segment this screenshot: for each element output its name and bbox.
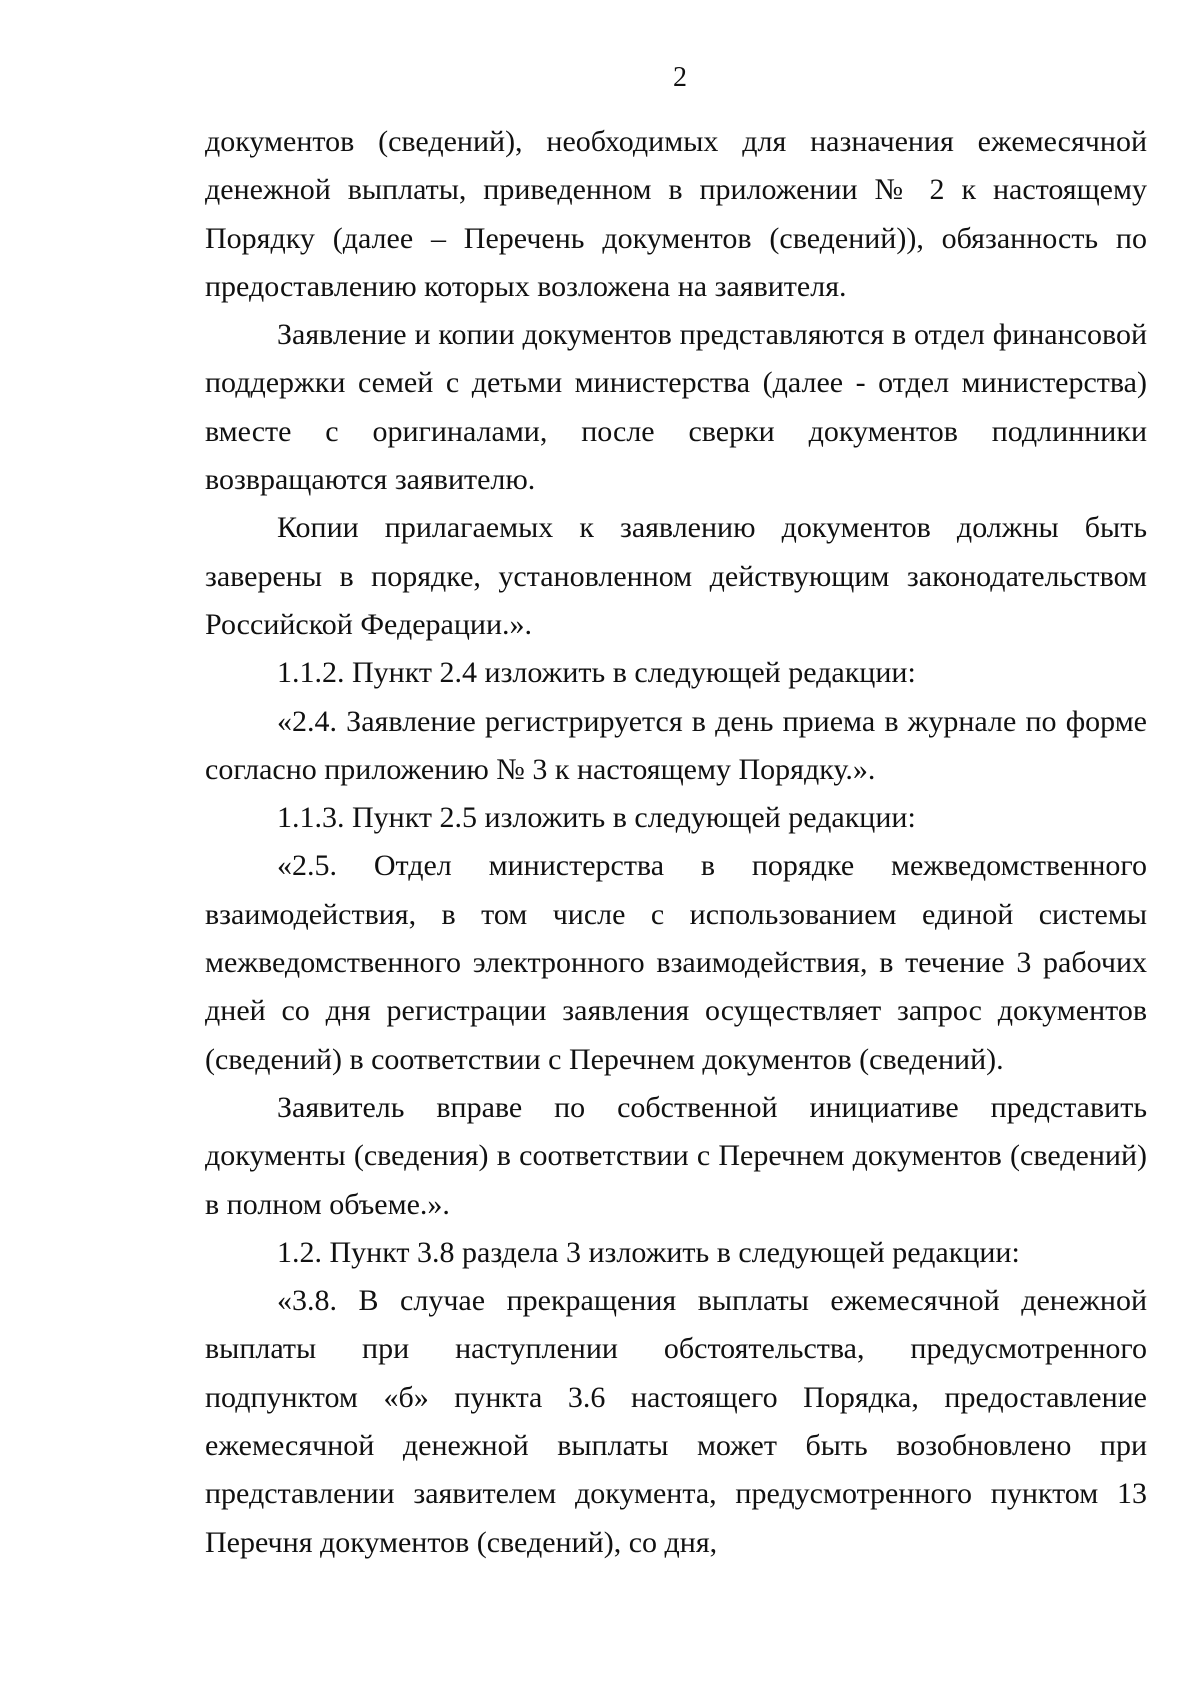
document-body — [205, 118, 1147, 1567]
paragraph-6: 1.1.3. Пункт 2.5 изложить в следующей редакции: — [277, 801, 916, 835]
paragraph-2: Заявление и копии документов представляются в отдел финансовой поддержки семей с детьми министерства (далее - отдел министерства) вместе с оригиналами, после сверки документов подлинники возвращаются заявителю. — [205, 318, 1147, 497]
paragraph-10: «3.8. В случае прекращения выплаты ежемесячной денежной выплаты при наступлении обстоятельства, предусмотренного подпунктом «б» пункта 3.6 настоящего Порядка, предоставление ежемесячной денежной выплаты может быть возобновлено при представлении заявителем документа, предусмотренного пунктом 13 Перечня документов (сведений), со дня, — [205, 1284, 1147, 1559]
paragraph-8: Заявитель вправе по собственной инициативе представить документы (сведения) в соответствии с Перечнем документов (сведений) в полном объеме.». — [205, 1090, 1147, 1221]
paragraph-7: «2.5. Отдел министерства в порядке межведомственного взаимодействия, в том числе с использованием единой системы межведомственного электронного взаимодействия, в течение 3 рабочих дней со дня регистрации заявления осуществляет запрос документов (сведений) в соответствии с Перечнем документов (сведений). — [205, 849, 1147, 1076]
paragraph-4: 1.1.2. Пункт 2.4 изложить в следующей редакции: — [277, 656, 916, 690]
paragraph-9: 1.2. Пункт 3.8 раздела 3 изложить в следующей редакции: — [277, 1235, 1020, 1269]
paragraph-3: Копии прилагаемых к заявлению документов должны быть заверены в порядке, установленном действующим законодательством Российской Федерации.». — [205, 511, 1147, 641]
paragraph-5: «2.4. Заявление регистрируется в день приема в журнале по форме согласно приложению № 3 к настоящему Порядку.». — [205, 704, 1147, 786]
page-number: 2 — [673, 62, 687, 93]
paragraph-1: документов (сведений), необходимых для назначения ежемесячной денежной выплаты, приведенном в приложении № 2 к настоящему Порядку (далее – Перечень документов (сведений)), обязанность по предоставлению которых возложена на заявителя. — [205, 125, 1147, 303]
